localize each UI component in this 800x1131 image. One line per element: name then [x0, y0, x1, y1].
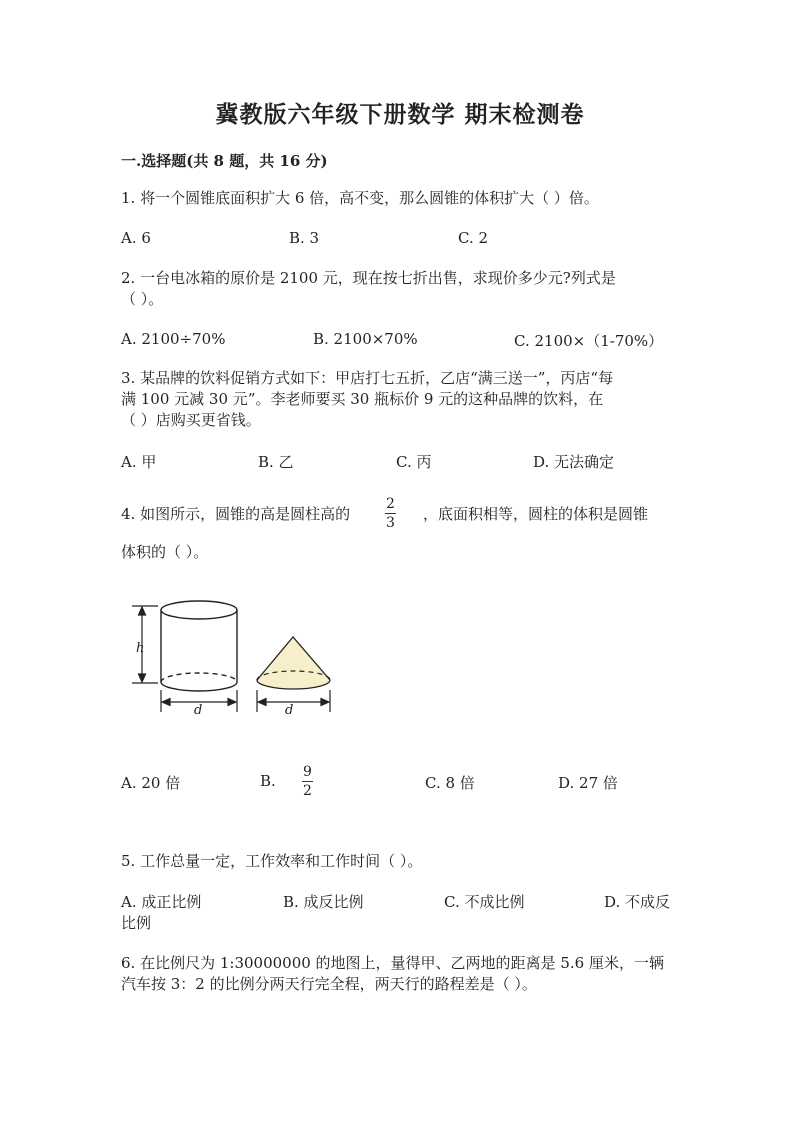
q2-option-c: C. 2100×（1-70%） — [514, 332, 664, 350]
q1-option-a: A. 6 — [121, 229, 151, 247]
cone-diameter-marker — [257, 690, 330, 712]
question-2-line-1: 2. 一台电冰箱的原价是 2100 元，现在按七折出售，求现价多少元?列式是 — [121, 269, 616, 287]
section-heading: 一.选择题(共 8 题，共 16 分) — [121, 152, 328, 170]
cone — [257, 637, 330, 689]
q2-option-a: A. 2100÷70% — [121, 330, 226, 348]
q1-option-b: B. 3 — [289, 229, 320, 247]
q5-option-b: B. 成反比例 — [283, 893, 364, 911]
q4-option-c: C. 8 倍 — [425, 774, 475, 792]
q4-option-b-denominator: 2 — [303, 783, 312, 799]
q3-option-d: D. 无法确定 — [533, 453, 615, 471]
q4-option-b-numerator: 9 — [303, 764, 312, 780]
cylinder-bottom-front — [161, 682, 237, 691]
q4-fraction — [385, 496, 396, 531]
cylinder-bottom-back-dashed — [161, 673, 237, 682]
cone-diameter-label-d: d — [285, 703, 294, 718]
q5-option-c: C. 不成比例 — [444, 893, 525, 911]
q3-option-a: A. 甲 — [121, 453, 157, 471]
question-3-line-2: 满 100 元减 30 元”。李老师要买 30 瓶标价 9 元的这种品牌的饮料，在 — [121, 390, 604, 408]
cylinder-cone-figure — [120, 592, 350, 722]
height-label-h: h — [136, 641, 145, 656]
question-3-line-3: （ ）店购买更省钱。 — [121, 411, 261, 429]
q5-option-a: A. 成正比例 — [121, 893, 202, 911]
q4-fraction-numerator: 2 — [386, 496, 395, 512]
q4-fraction-bar — [385, 513, 396, 514]
question-2-line-2: （ ）。 — [121, 290, 164, 308]
question-6-line-2: 汽车按 3：2 的比例分两天行完全程，两天行的路程差是（ ）。 — [121, 975, 537, 993]
question-4-part-1: 4. 如图所示，圆锥的高是圆柱高的 — [121, 505, 351, 523]
q2-option-b: B. 2100×70% — [313, 330, 418, 348]
q3-option-c: C. 丙 — [396, 453, 432, 471]
q4-option-b-fraction — [302, 764, 313, 799]
q1-option-c: C. 2 — [458, 229, 489, 247]
q5-option-d-line-1: D. 不成反 — [604, 893, 671, 911]
q4-option-d: D. 27 倍 — [558, 774, 618, 792]
page-title: 冀教版六年级下册数学 期末检测卷 — [215, 101, 585, 128]
q4-fraction-denominator: 3 — [386, 515, 395, 531]
q3-option-b: B. 乙 — [258, 453, 294, 471]
q4-option-b-bar — [302, 781, 313, 782]
question-3-line-1: 3. 某品牌的饮料促销方式如下：甲店打七五折，乙店“满三送一”，丙店“每 — [121, 369, 614, 387]
q4-option-a: A. 20 倍 — [121, 774, 181, 792]
cylinder — [161, 601, 237, 691]
question-6-line-1: 6. 在比例尺为 1:30000000 的地图上，量得甲、乙两地的距离是 5.6 厘米，一辆 — [121, 954, 664, 972]
question-4-part-2: ，底面积相等，圆柱的体积是圆锥 — [423, 505, 649, 523]
q4-option-b: B. — [260, 772, 276, 790]
q5-option-d-line-2: 比例 — [121, 914, 152, 932]
question-4-line-2: 体积的（ ）。 — [121, 543, 209, 561]
cylinder-diameter-label-d: d — [194, 703, 203, 718]
cone-body — [257, 637, 330, 689]
cylinder-top-ellipse — [161, 601, 237, 619]
question-1-text: 1. 将一个圆锥底面积扩大 6 倍，高不变，那么圆锥的体积扩大（ ）倍。 — [121, 189, 599, 207]
question-5-text: 5. 工作总量一定，工作效率和工作时间（ ）。 — [121, 852, 423, 870]
